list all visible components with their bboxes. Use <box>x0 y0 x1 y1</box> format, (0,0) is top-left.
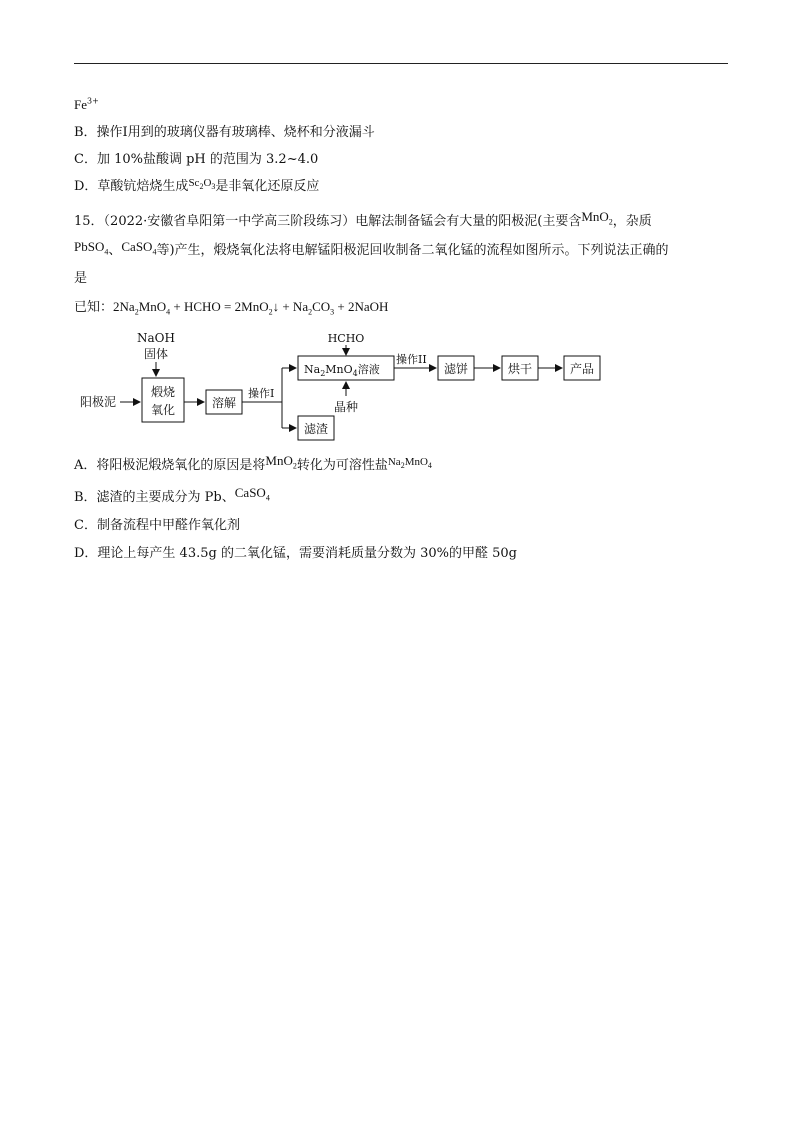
svg-text:滤饼: 滤饼 <box>443 362 469 376</box>
process-flow-diagram <box>70 328 630 448</box>
svg-text:滤渣: 滤渣 <box>303 422 329 436</box>
flow-op2-label: 操作II <box>396 353 427 366</box>
known-equation: 已知：$2Na_2MnO_4$ + HCHO = 2MnO$_2$↓ + $Na_2CO_3$ + 2NaOH <box>74 299 389 317</box>
answer-a: A．将阳极泥煅烧氧化的原因是将MnO$_2$转化为可溶性盐$^{Na_2MnO_4}$ <box>74 453 432 473</box>
svg-text:氧化: 氧化 <box>150 403 176 417</box>
flow-op1-label: 操作I <box>248 387 275 400</box>
svg-text:煅烧: 煅烧 <box>150 385 176 399</box>
flow-start-label: 阳极泥 <box>80 395 117 409</box>
answer-c: C．制备流程中甲醛作氧化剂 <box>74 518 240 533</box>
flow-seed-label: 晶种 <box>333 400 359 414</box>
question-15-line2: PbSO$_4$、CaSO$_4$等)产生，煅烧氧化法将电解锰阳极泥回收制备二氧化锰的流程如图所示。下列说法正确的 <box>74 239 669 258</box>
answer-b: B．滤渣的主要成分为 Pb、CaSO$_4$ <box>74 485 270 505</box>
header-rule <box>74 63 728 64</box>
svg-text:Na2MnO4溶液: $Na_2MnO_4$溶液 <box>304 363 380 378</box>
prev-fragment: $Fe^{3+}$ <box>74 96 99 112</box>
flow-naoh-solid-label: 固体 <box>143 347 169 361</box>
svg-text:溶解: 溶解 <box>211 396 237 410</box>
svg-text:烘干: 烘干 <box>507 362 533 376</box>
svg-text:产品: 产品 <box>569 362 595 376</box>
flow-naoh-label: NaOH <box>137 331 175 345</box>
answer-d: D．理论上每产生 43.5g 的二氧化锰，需要消耗质量分数为 30%的甲醛 50g <box>74 546 517 561</box>
option-prev-c: C．加 10%盐酸调 pH 的范围为 3.2~4.0 <box>74 152 319 167</box>
question-15-line1: 15．（2022·安徽省阜阳第一中学高三阶段练习）电解法制备锰会有大量的阳极泥(主要含MnO$_2$，杂质 <box>74 209 652 229</box>
option-prev-b: B．操作Ⅰ用到的玻璃仪器有玻璃棒、烧杯和分液漏斗 <box>74 125 375 140</box>
flow-hcho-label: HCHO <box>327 332 365 345</box>
option-prev-d: D．草酸钪焙烧生成$^{Sc_2O_3}$是非氧化还原反应 <box>74 177 320 194</box>
question-15-line3: 是 <box>74 271 88 286</box>
